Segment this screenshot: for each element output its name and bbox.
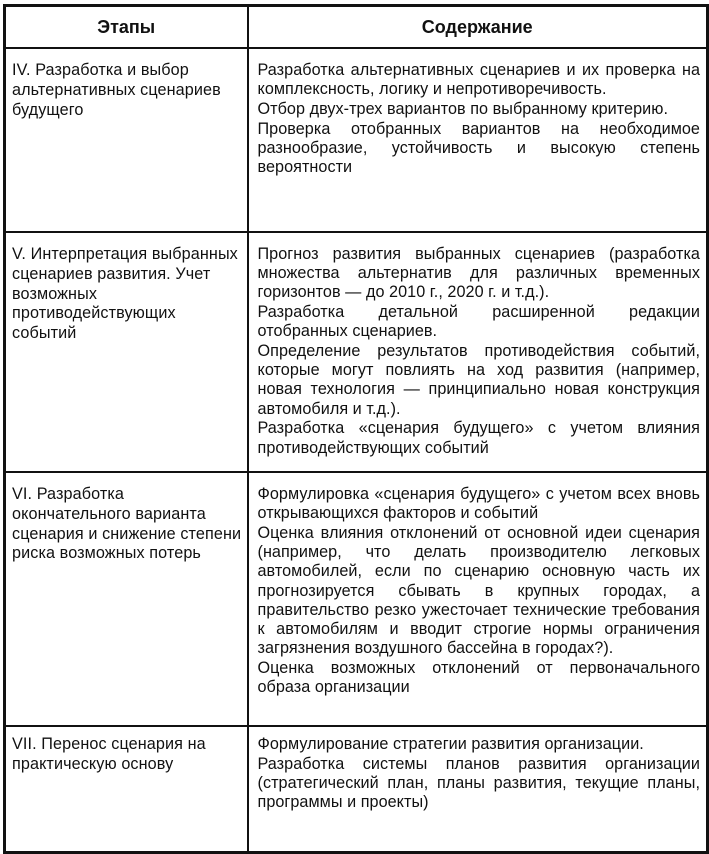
content-paragraph: Разработка системы планов развития организации (стратегический план, планы развития, текущие планы, программы и проекты) bbox=[257, 754, 700, 812]
content-paragraph: Отбор двух-трех вариантов по выбранному критерию. bbox=[257, 99, 668, 118]
content-cell bbox=[248, 726, 708, 853]
header-stages: Этапы bbox=[5, 6, 248, 49]
table-row bbox=[5, 232, 708, 472]
stage-cell: VII. Перенос сценария на практическую основу bbox=[5, 726, 248, 853]
content-paragraph: Разработка «сценария будущего» с учетом влияния противодействующих событий bbox=[257, 419, 700, 457]
content-paragraph: Оценка влияния отклонений от основной идеи сценария (например, что делать производителю легковых автомобилей, если по сценарию основную часть их прогнозируется сбывать в крупных городах, а правительство резко ужесточает технические требования к автомобилям и вводит строгие нормы ограничения загрязнения воздушного бассейна в городах?). bbox=[257, 523, 700, 658]
content-paragraph: Формулирование стратегии развития организации. bbox=[257, 735, 644, 753]
stage-cell: VI. Разработка окончательного варианта сценария и снижение степени риска возможных потерь bbox=[5, 472, 248, 726]
document-page bbox=[3, 4, 706, 854]
table-header-row bbox=[5, 6, 708, 49]
content-paragraph: Оценка возможных отклонений от первоначального образа организации bbox=[257, 658, 700, 697]
stages-table bbox=[3, 4, 709, 854]
stage-cell: V. Интерпретация выбранных сценариев развития. Учет возможных противодействующих событий bbox=[5, 232, 248, 472]
content-paragraph: Проверка отобранных вариантов на необходимое разнообразие, устойчивость и высокую степень вероятности bbox=[257, 119, 700, 177]
content-paragraph: Прогноз развития выбранных сценариев (разработка множества альтернатив для различных временных горизонтов — до 2010 г., 2020 г. и т.д.). bbox=[257, 245, 700, 302]
stage-cell: IV. Разработка и выбор альтернативных сценариев будущего bbox=[5, 48, 248, 232]
table-row bbox=[5, 48, 708, 232]
table-row bbox=[5, 472, 708, 726]
header-content: Содержание bbox=[248, 6, 708, 49]
content-paragraph: Формулировка «сценария будущего» с учетом всех вновь открывающихся факторов и событий bbox=[257, 485, 700, 523]
content-paragraph: Разработка альтернативных сценариев и их проверка на комплексность, логику и непротиворечивость. bbox=[257, 61, 700, 99]
table-row bbox=[5, 726, 708, 853]
content-paragraph: Разработка детальной расширенной редакции отобранных сценариев. bbox=[257, 303, 700, 341]
content-paragraph: Определение результатов противодействия событий, которые могут повлиять на ход развития (например, новая технология — принципиально новая конструкция автомобиля и т.д.). bbox=[257, 342, 700, 418]
content-cell bbox=[248, 48, 708, 232]
content-cell bbox=[248, 472, 708, 726]
content-cell bbox=[248, 232, 708, 472]
